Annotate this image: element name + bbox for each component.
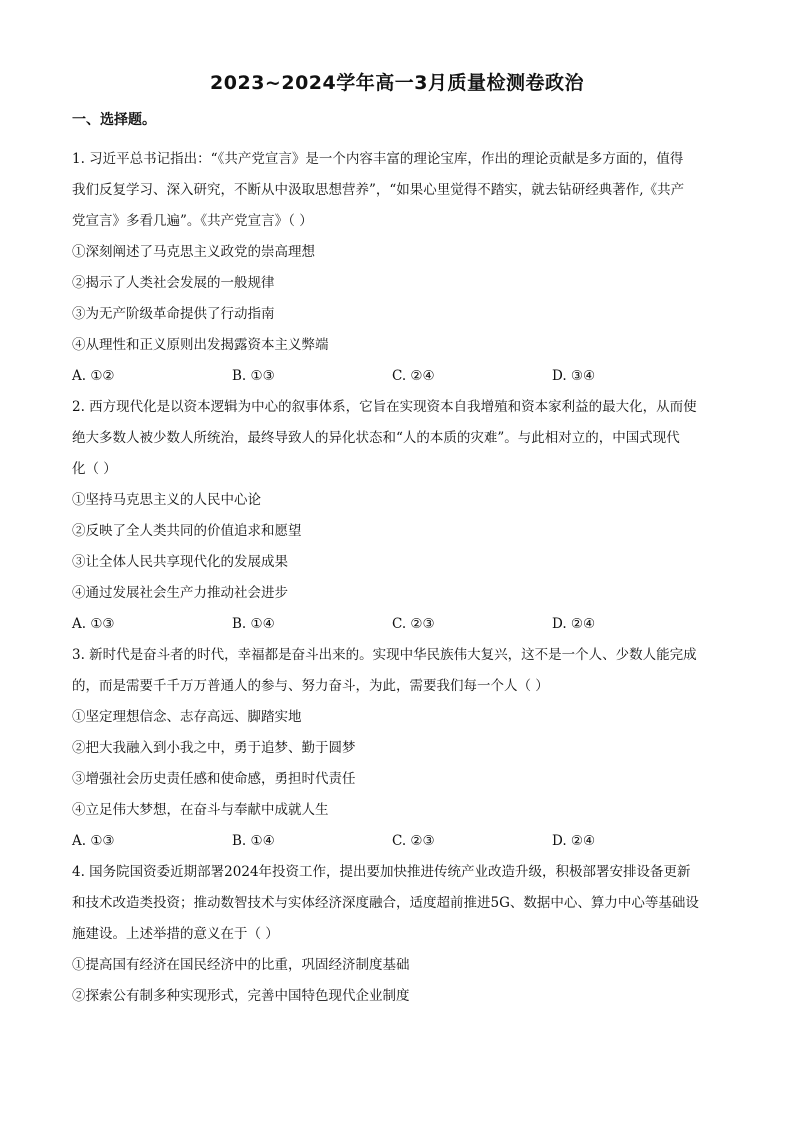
question-stem-line: 1. 习近平总书记指出：“《共产党宣言》是一个内容丰富的理论宝库，作出的理论贡献是多方面的，值得 [72,151,684,167]
statement-2: ②探索公有制多种实现形式，完善中国特色现代企业制度 [72,988,410,1004]
statement-1: ①坚持马克思主义的人民中心论 [72,492,261,508]
statement-3: ③增强社会历史责任感和使命感，勇担时代责任 [72,771,356,787]
question-stem-line: 的，而是需要千千万万普通人的参与、努力奋斗，为此，需要我们每一个人（ ） [72,678,549,694]
question-4 [72,857,724,1012]
option-d: D. ③④ [552,368,596,384]
answer-options [72,361,724,392]
question-list [72,144,724,1012]
option-a: A. ①③ [72,616,115,632]
statement-3: ③让全体人民共享现代化的发展成果 [72,554,288,570]
option-b: B. ①④ [232,833,275,849]
statement-1: ①坚定理想信念、志存高远、脚踏实地 [72,709,302,725]
statement-3: ③为无产阶级革命提供了行动指南 [72,306,275,322]
option-c: C. ②④ [392,368,435,384]
statement-1: ①提高国有经济在国民经济中的比重，巩固经济制度基础 [72,957,410,973]
option-c: C. ②③ [392,616,435,632]
option-a: A. ①③ [72,833,115,849]
statement-4: ④从理性和正义原则出发揭露资本主义弊端 [72,337,329,353]
question-stem-line: 党宣言》多看几遍”。《共产党宣言》（ ） [72,213,313,229]
option-b: B. ①③ [232,368,275,384]
statement-4: ④立足伟大梦想，在奋斗与奉献中成就人生 [72,802,329,818]
question-stem-line: 2. 西方现代化是以资本逻辑为中心的叙事体系，它旨在实现资本自我增殖和资本家利益的最大化，从而使 [72,399,697,415]
option-d: D. ②④ [552,833,596,849]
option-d: D. ②④ [552,616,596,632]
question-stem-line: 化（ ） [72,461,117,477]
section-heading: 一、选择题。 [72,112,156,128]
question-3 [72,640,724,857]
statement-2: ②把大我融入到小我之中，勇于追梦、勤于圆梦 [72,740,356,756]
question-1 [72,144,724,392]
answer-options [72,609,724,640]
option-b: B. ①④ [232,616,275,632]
question-stem-line: 施建设。上述举措的意义在于（ ） [72,926,279,942]
question-stem-line: 和技术改造类投资；推动数智技术与实体经济深度融合，适度超前推进5G、数据中心、算力中心等基础设 [72,895,699,911]
question-2 [72,392,724,640]
question-stem-line: 我们反复学习、深入研究，不断从中汲取思想营养”，“如果心里觉得不踏实，就去钻研经典著作,《共产 [72,182,685,198]
question-stem-line: 4. 国务院国资委近期部署2024年投资工作，提出要加快推进传统产业改造升级，积极部署安排设备更新 [72,864,691,880]
question-stem-line: 绝大多数人被少数人所统治，最终导致人的异化状态和“人的本质的灾难”。与此相对立的，中国式现代 [72,430,680,446]
option-c: C. ②③ [392,833,435,849]
page-title: 2023~2024学年高一3月质量检测卷政治 [210,72,584,94]
statement-2: ②反映了全人类共同的价值追求和愿望 [72,523,302,539]
question-stem-line: 3. 新时代是奋斗者的时代，幸福都是奋斗出来的。实现中华民族伟大复兴，这不是一个人、少数人能完成 [72,647,697,663]
statement-4: ④通过发展社会生产力推动社会进步 [72,585,288,601]
statement-2: ②揭示了人类社会发展的一般规律 [72,275,275,291]
statement-1: ①深刻阐述了马克思主义政党的崇高理想 [72,244,315,260]
option-a: A. ①② [72,368,115,384]
answer-options [72,826,724,857]
